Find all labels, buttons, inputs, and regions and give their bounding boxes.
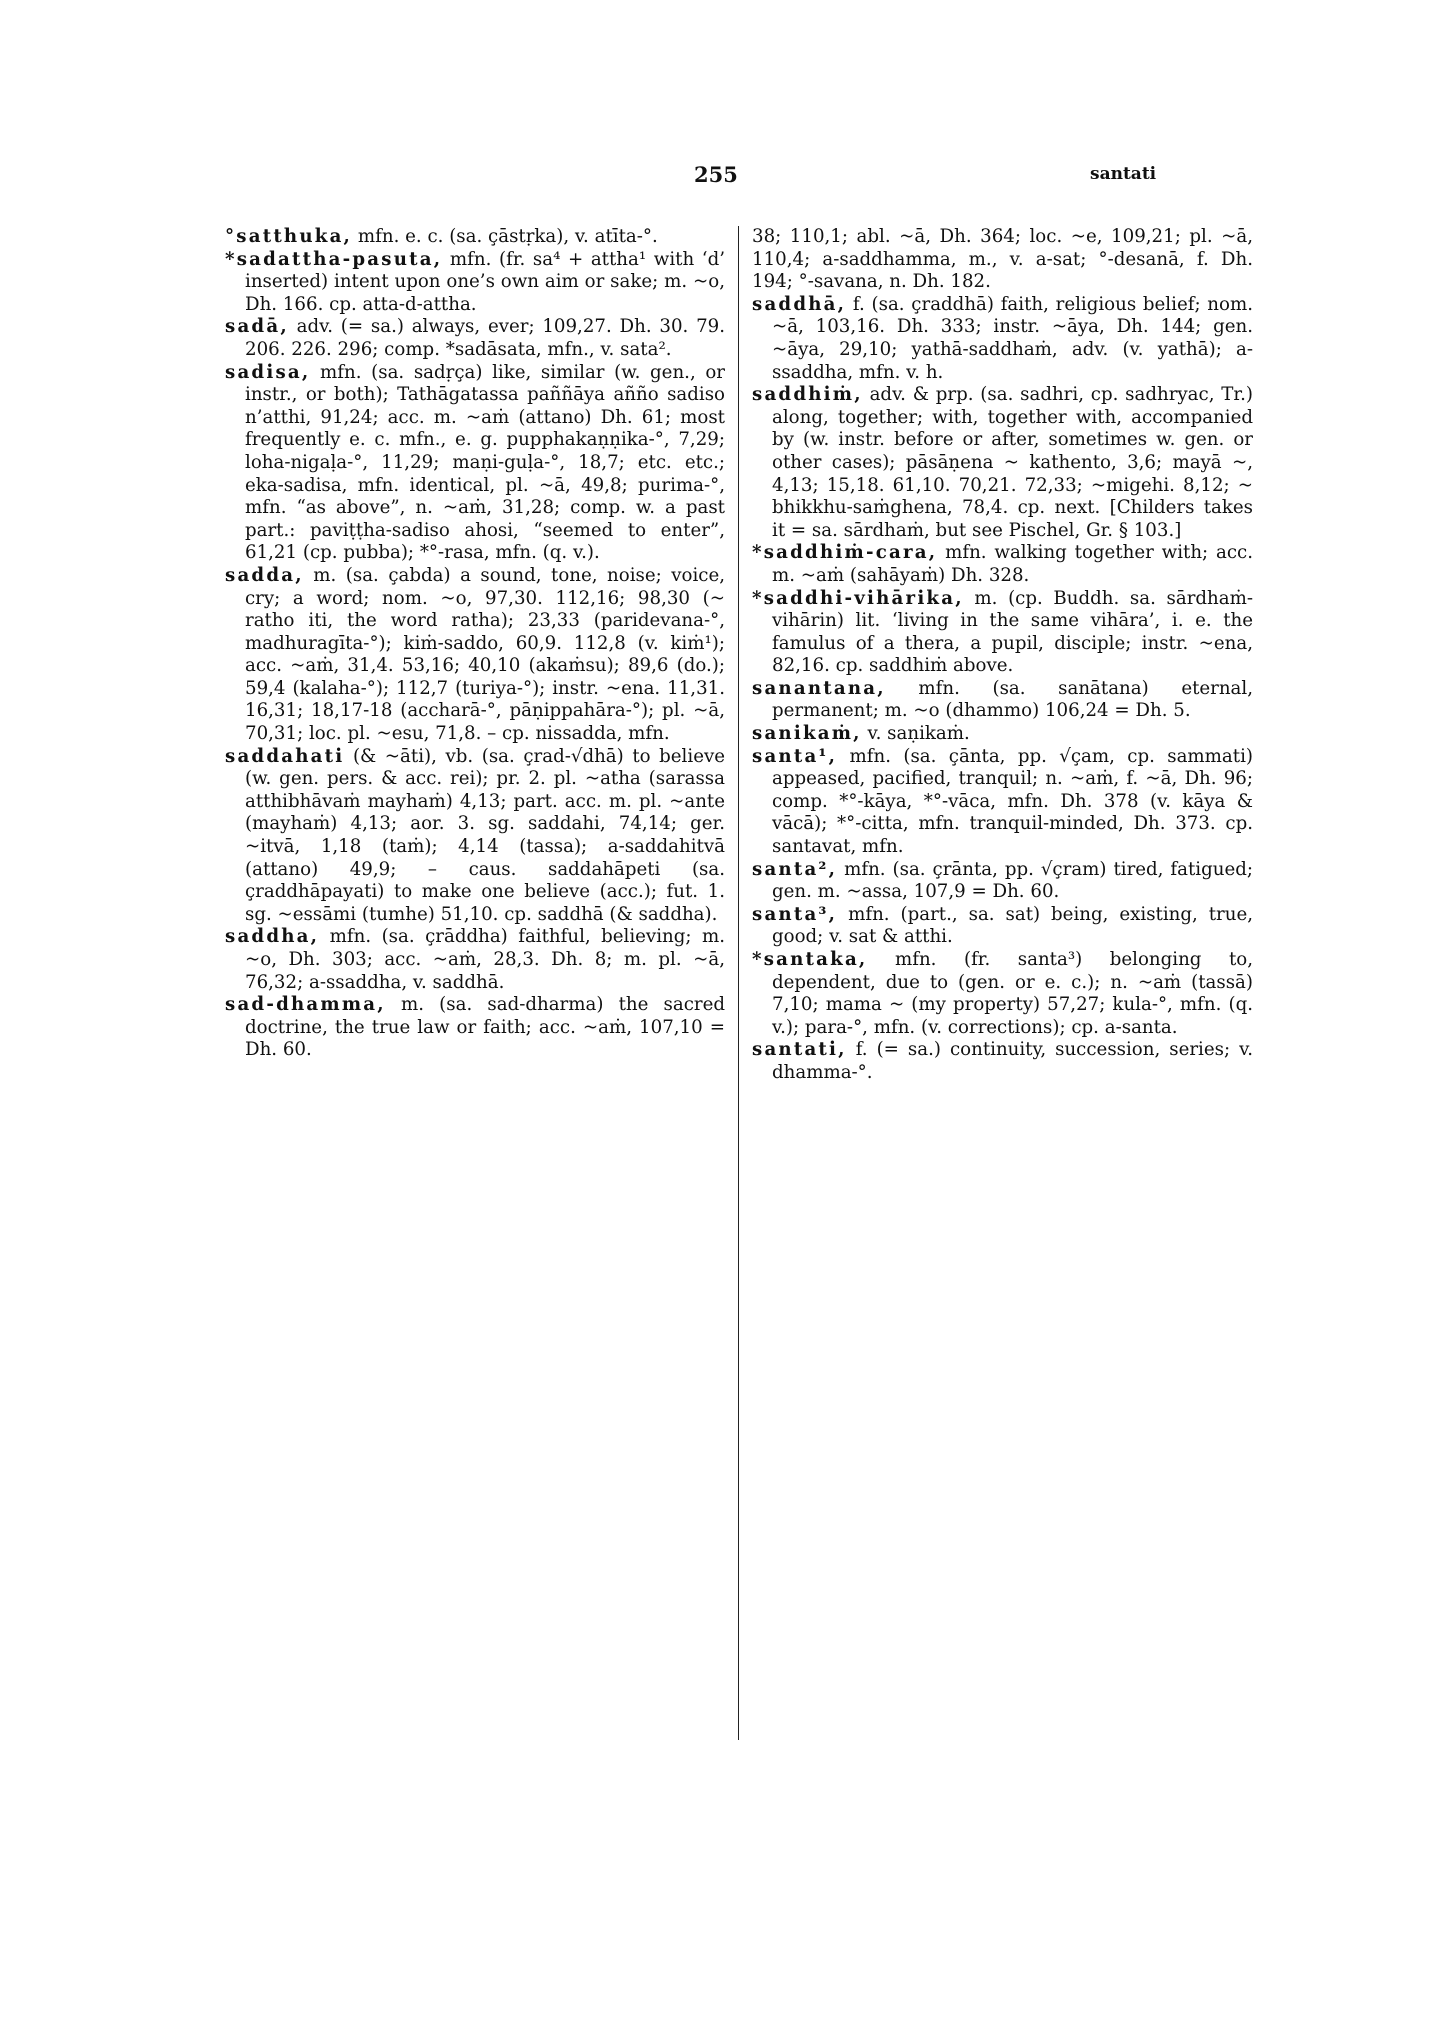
entry-text: mfn. (part., sa. sat) being, existing, true, good; v. sat & atthi. [772,903,1253,948]
column-divider [738,226,739,1740]
headword: *saddhi-vihārika, [752,587,964,609]
headword: santati, [752,1039,847,1061]
dictionary-entry [752,678,1253,723]
page-number: 255 [694,162,738,187]
headword: santa², [752,858,838,880]
left-column [225,226,725,1062]
headword: sanikaṁ, [752,723,862,745]
entry-text: mfn. (sa. çrānta, pp. √çram) tired, fatigued; gen. m. ~assa, 107,9 = Dh. 60. [772,858,1253,903]
headword: sadda, [225,564,304,586]
dictionary-entry [752,1039,1253,1084]
dictionary-entry-continuation [752,226,1253,294]
entry-text: mfn. (sa. sadṛça) like, similar (w. gen., or instr., or both); Tathāgatassa paññāya añño sadiso n’atthi, 91,24; acc. m. ~aṁ (attano) Dh. 61; most frequently e. c. mfn., e. g. pupphakaṇṇika-°, 7,29; loha-nigaḷa-°, 11,29; maṇi-guḷa-°, 18,7; etc. etc.; eka-sadisa, mfn. identical, pl. ~ā, 49,8; purima-°, mfn. “as above”, n. ~aṁ, 31,28; comp. w. a past part.: paviṭṭha-sadiso ahosi, “seemed to enter”, 61,21 (cp. pubba); *°-rasa, mfn. (q. v.). [245,361,725,564]
entry-text: mfn. (fr. sa⁴ + attha¹ with ‘d’ inserted) intent upon one’s own aim or sake; m. ~o, Dh. 166. cp. atta-d-attha. [245,248,725,315]
headword: saddhiṁ, [752,384,863,406]
entry-text: f. (sa. çraddhā) faith, religious belief; nom. ~ā, 103,16. Dh. 333; instr. ~āya, Dh. 144; gen. ~āya, 29,10; yathā-saddhaṁ, adv. (v. yathā); a-ssaddha, mfn. v. h. [772,293,1253,383]
headword: sadā, [225,316,289,338]
entry-text: m. (cp. Buddh. sa. sārdhaṁ-vihārin) lit. ‘living in the same vihāra’, i. e. the famulus of a thera, a pupil, disciple; instr. ~ena, 82,16. cp. saddhiṁ above. [772,587,1253,677]
entry-text: 38; 110,1; abl. ~ā, Dh. 364; loc. ~e, 109,21; pl. ~ā, 110,4; a-saddhamma, m., v. a-sat; °-desanā, f. Dh. 194; °-savana, n. Dh. 182. [752,226,1253,293]
headword: santa¹, [752,745,838,767]
headword: saddhā, [752,293,847,315]
dictionary-entry [752,542,1253,587]
entry-text: mfn. (sa. çānta, pp. √çam, cp. sammati) appeased, pacified, tranquil; n. ~aṁ, f. ~ā, Dh. 96; comp. *°-kāya, *°-vāca, mfn. Dh. 378 (v. kāya & vācā); *°-citta, mfn. tranquil-minded, Dh. 373. cp. santavat, mfn. [772,745,1253,858]
entry-text: m. (sa. çabda) a sound, tone, noise; voice, cry; a word; nom. ~o, 97,30. 112,16; 98,30 (~ ratho iti, the word ratha); 23,33 (paridevana-°, madhuragīta-°); kiṁ-saddo, 60,9. 112,8 (v. kiṁ¹); acc. ~aṁ, 31,4. 53,16; 40,10 (akaṁsu); 89,6 (do.); 59,4 (kalaha-°); 112,7 (turiya-°); instr. ~ena. 11,31. 16,31; 18,17-18 (accharā-°, pāṇippahāra-°); pl. ~ā, 70,31; loc. pl. ~esu, 71,8. – cp. nissadda, mfn. [245,564,725,745]
dictionary-entry [225,226,725,249]
headword: *santaka, [752,949,868,970]
entry-text: (& ~āti), vb. (sa. çrad-√dhā) to believe (w. gen. pers. & acc. rei); pr. 2. pl. ~atha (sarassa atthibhāvaṁ mayhaṁ) 4,13; part. acc. m. pl. ~ante (mayhaṁ) 4,13; aor. 3. sg. saddahi, 74,14; ger. ~itvā, 1,18 (taṁ); 4,14 (tassa); a-saddahitvā (attano) 49,9; – caus. saddahāpeti (sa. çraddhāpayati) to make one believe (acc.); fut. 1. sg. ~essāmi (tumhe) 51,10. cp. saddhā (& saddha). [245,745,725,925]
entry-text: adv. & prp. (sa. sadhri, cp. sadhryac, Tr.) along, together; with, together with, accompanied by (w. instr. before or after, sometimes w. gen. or other cases); pāsāṇena ~ kathento, 3,6; mayā ~, 4,13; 15,18. 61,10. 70,21. 72,33; ~migehi. 8,12; ~ bhikkhu-saṁghena, 78,4. cp. next. [Childers takes it = sa. sārdhaṁ, but see Pischel, Gr. § 103.] [772,384,1253,541]
dictionary-entry [225,994,725,1062]
entry-text: mfn. e. c. (sa. çāstṛka), v. atīta-°. [352,226,658,247]
dictionary-entry [752,746,1253,859]
headword: saddha, [225,926,320,948]
dictionary-entry [752,588,1253,678]
right-column [752,226,1253,1085]
entry-text: f. (= sa.) continuity, succession, series; v. dhamma-°. [772,1039,1253,1083]
dictionary-entry [752,949,1253,1039]
dictionary-entry [752,384,1253,542]
headword: saddahati [225,745,345,767]
dictionary-entry [225,362,725,565]
headword: °satthuka, [225,226,353,247]
dictionary-entry [752,723,1253,746]
entry-text: m. (sa. sad-dharma) the sacred doctrine, the true law or faith; acc. ~aṁ, 107,10 = Dh. 60. [245,994,725,1061]
entry-text: v. saṇikaṁ. [861,723,970,745]
running-head: santati [1090,164,1157,184]
dictionary-entry [752,859,1253,904]
entry-text: mfn. (fr. santa³) belonging to, dependent, due to (gen. or e. c.); n. ~aṁ (tassā) 7,10; mama ~ (my property) 57,27; kula-°, mfn. (q. v.); para-°, mfn. (v. corrections); cp. a-santa. [772,949,1253,1038]
entry-text: mfn. walking together with; acc. m. ~aṁ (sahāyaṁ) Dh. 328. [772,542,1253,586]
dictionary-entry [752,904,1253,949]
dictionary-entry [225,926,725,994]
entry-text: adv. (= sa.) always, ever; 109,27. Dh. 30. 79. 206. 226. 296; comp. *sadāsata, mfn., v. sata². [245,316,725,360]
headword: santa³, [752,903,838,925]
dictionary-entry [225,316,725,361]
dictionary-entry [225,565,725,746]
headword: *saddhiṁ-cara, [752,542,938,564]
dictionary-entry [752,294,1253,384]
headword: sadisa, [225,361,311,383]
entry-text: mfn. (sa. çrāddha) faithful, believing; m. ~o, Dh. 303; acc. ~aṁ, 28,3. Dh. 8; m. pl. ~ā, 76,32; a-ssaddha, v. saddhā. [245,926,725,993]
headword: sad-dhamma, [225,994,386,1016]
entry-text: mfn. (sa. sanātana) eternal, permanent; m. ~o (dhammo) 106,24 = Dh. 5. [772,677,1253,722]
headword: sanantana, [752,677,886,699]
headword: *sadattha-pasuta, [225,248,443,270]
dictionary-entry [225,249,725,317]
dictionary-entry [225,746,725,927]
